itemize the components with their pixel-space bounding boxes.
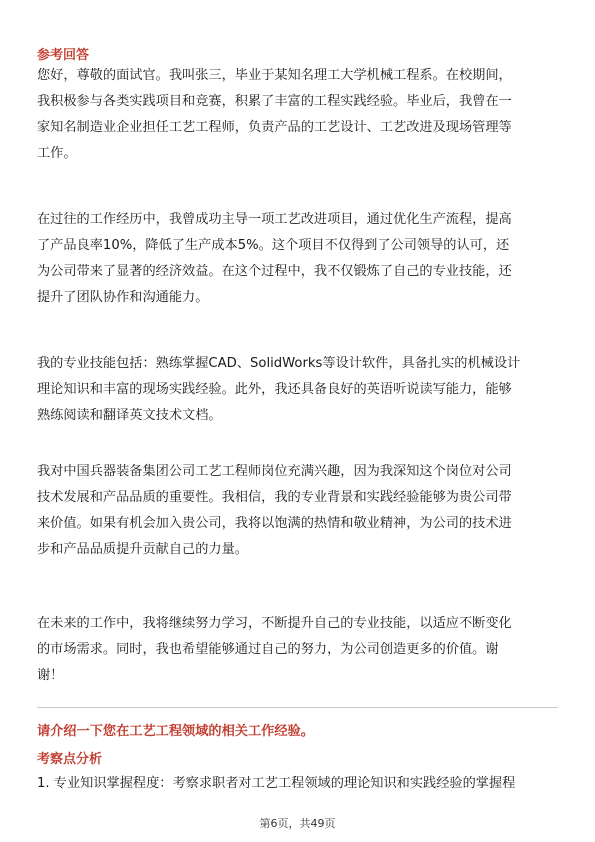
interview-question: 请介绍一下您在工艺工程领域的相关工作经验。 <box>37 724 314 739</box>
answer-paragraph-3 <box>37 351 562 429</box>
text-line: 步和产品品质提升贡献自己的力量。 <box>37 542 248 557</box>
text-line: 我积极参与各类实践项目和竞赛，积累了丰富的工程实践经验。毕业后，我曾在一 <box>37 94 512 109</box>
text-line: 的市场需求。同时，我也希望能够通过自己的努力，为公司创造更多的价值。谢 <box>37 642 499 657</box>
text-line: 技术发展和产品品质的重要性。我相信，我的专业背景和实践经验能够为贵公司带 <box>37 490 512 505</box>
answer-paragraph-4 <box>37 459 562 563</box>
analysis-item: 1. 专业知识掌握程度：考察求职者对工艺工程领域的理论知识和实践经验的掌握程 <box>37 776 516 791</box>
analysis-heading: 考察点分析 <box>37 752 103 767</box>
answer-paragraph-5 <box>37 611 562 689</box>
section-divider <box>37 707 558 708</box>
text-line: 为公司带来了显著的经济效益。在这个过程中，我不仅锻炼了自己的专业技能，还 <box>37 264 512 279</box>
text-line: 家知名制造业企业担任工艺工程师，负责产品的工艺设计、工艺改进及现场管理等 <box>37 120 512 135</box>
answer-paragraph-1 <box>37 63 562 167</box>
text-line: 在未来的工作中，我将继续努力学习，不断提升自己的专业技能，以适应不断变化 <box>37 616 512 631</box>
text-line: 我的专业技能包括：熟练掌握CAD、SolidWorks等设计软件，具备扎实的机械设计 <box>37 356 521 371</box>
text-line: 您好，尊敬的面试官。我叫张三，毕业于某知名理工大学机械工程系。在校期间， <box>37 68 512 83</box>
page-indicator: 第6页，共49页 <box>259 817 336 830</box>
analysis-list <box>37 771 562 797</box>
text-line: 了产品良率10%，降低了生产成本5%。这个项目不仅得到了公司领导的认可，还 <box>37 238 510 253</box>
text-line: 理论知识和丰富的现场实践经验。此外，我还具备良好的英语听说读写能力，能够 <box>37 382 512 397</box>
answer-paragraph-2 <box>37 207 562 311</box>
text-line: 在过往的工作经历中，我曾成功主导一项工艺改进项目，通过优化生产流程，提高 <box>37 212 512 227</box>
answer-heading: 参考回答 <box>37 48 90 63</box>
text-line: 熟练阅读和翻译英文技术文档。 <box>37 408 222 423</box>
text-line: 我对中国兵器装备集团公司工艺工程师岗位充满兴趣，因为我深知这个岗位对公司 <box>37 464 512 479</box>
text-line: 来价值。如果有机会加入贵公司，我将以饱满的热情和敬业精神，为公司的技术进 <box>37 516 512 531</box>
text-line: 提升了团队协作和沟通能力。 <box>37 290 209 305</box>
text-line: 工作。 <box>37 146 77 161</box>
text-line: 谢！ <box>37 668 64 683</box>
